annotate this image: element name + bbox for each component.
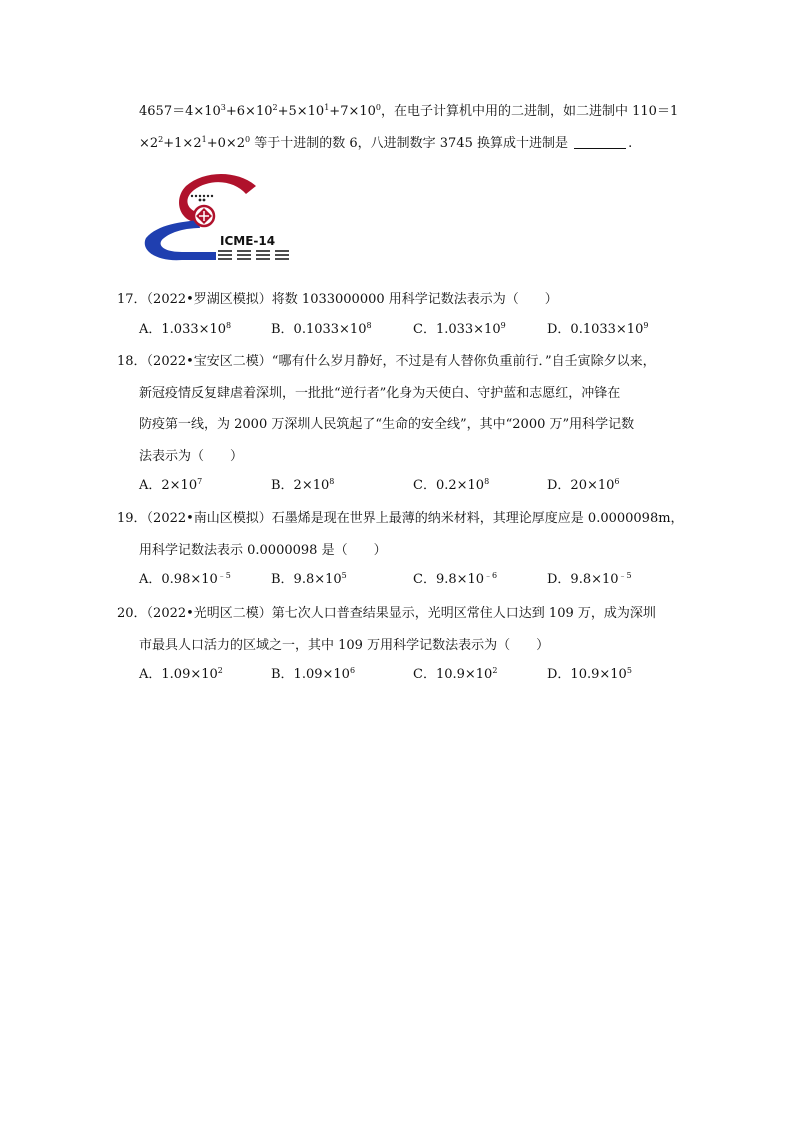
option-b (271, 321, 372, 339)
icme-14-logo (138, 172, 300, 262)
option-c (413, 666, 497, 684)
option-a (139, 321, 231, 339)
option-b (271, 571, 347, 589)
exponent: 6 (614, 477, 620, 486)
intro-text: +7×10 (329, 104, 376, 119)
intro-text: 4657＝4×10 (139, 104, 221, 119)
exponent: 6 (349, 666, 356, 675)
question-20-line: 市最具人口活力的区域之一，其中 109 万用科学记数法表示为（ ） (139, 637, 550, 653)
option-c (413, 571, 497, 589)
question-18-line: 18．（2022•宝安区二模）“哪有什么岁月静好，不过是有人替你负重前行．”自壬寅除夕以来， (117, 354, 656, 369)
exponent: 1 (324, 103, 330, 112)
question-19-line: 用科学记数法表示 0.0000098 是（ ） (139, 542, 387, 558)
exponent: 8 (366, 320, 372, 330)
intro-line-2 (139, 135, 632, 153)
intro-text: 等于十进制的数 6，八进制数字 3745 换算成十进制是 (250, 136, 573, 151)
option-text: D．9.8×10 (547, 572, 619, 587)
option-b (271, 666, 355, 684)
question-18-line: 防疫第一线，为 2000 万深圳人民筑起了“生命的安全线”，其中“2000 万”用科学记数 (139, 417, 635, 432)
question-17-line: 17．（2022•罗湖区模拟）将数 1033000000 用科学记数法表示为（ ） (117, 292, 558, 307)
exponent: 2 (217, 666, 223, 675)
option-c (413, 477, 489, 495)
logo-text: ICME-14 (220, 234, 276, 248)
exponent: 7 (197, 477, 203, 486)
question-18-line: 新冠疫情反复肆虐着深圳，一批批“逆行者”化身为天使白、守护蓝和志愿红，冲锋在 (139, 385, 621, 401)
intro-text: +6×10 (225, 104, 273, 119)
exponent: 2 (492, 666, 498, 675)
option-text: B．0.1033×10 (271, 321, 367, 337)
logo-dots (191, 195, 213, 202)
option-text: B．2×10 (271, 478, 330, 493)
exponent: 1 (201, 135, 207, 144)
option-text: A．1.09×10 (139, 667, 218, 682)
intro-text: ，在电子计算机中用的二进制，如二进制中 110＝1 (381, 104, 679, 119)
option-text: A．1.033×10 (139, 321, 227, 337)
exponent: 5 (341, 571, 347, 580)
option-text: C．9.8×10 (413, 572, 485, 587)
exponent: 3 (220, 103, 226, 112)
option-text: D．10.9×10 (547, 667, 627, 682)
option-text: D．0.1033×10 (547, 321, 644, 337)
exponent: 9 (643, 320, 649, 330)
option-text: C．0.2×10 (413, 478, 485, 493)
exponent: 2 (158, 135, 164, 144)
intro-line-1 (139, 103, 678, 121)
exponent: ﹣5 (618, 571, 632, 580)
option-a (139, 571, 231, 589)
intro-text: . (628, 136, 633, 151)
option-d (547, 477, 620, 495)
exponent: 0 (245, 135, 251, 144)
question-19-line: 19．（2022•南山区模拟）石墨烯是现在世界上最薄的纳米材料，其理论厚度应是 0.0000098m， (117, 511, 684, 526)
option-d (547, 321, 648, 339)
exponent: 8 (226, 320, 232, 330)
question-20-line: 20．（2022•光明区二模）第七次人口普查结果显示，光明区常住人口达到 109 万，成为深圳 (117, 606, 656, 621)
exponent: 9 (500, 320, 506, 330)
option-b (271, 477, 334, 495)
intro-text: +0×2 (206, 136, 246, 151)
option-text: B．9.8×10 (271, 572, 342, 587)
logo-bars (218, 251, 289, 259)
option-text: C．10.9×10 (413, 667, 493, 682)
option-c (413, 321, 506, 339)
option-a (139, 477, 202, 495)
exponent: 2 (272, 103, 278, 112)
answer-blank (574, 136, 626, 149)
option-a (139, 666, 223, 684)
exponent: 8 (329, 477, 335, 486)
question-18-line: 法表示为（ ） (139, 448, 244, 464)
option-text: A．2×10 (139, 478, 198, 493)
exponent: 0 (375, 103, 381, 112)
logo-red-arc (179, 174, 256, 222)
intro-text: +5×10 (277, 104, 325, 119)
intro-text: +1×2 (163, 136, 202, 151)
exponent: ﹣5 (217, 571, 231, 580)
exponent: 5 (626, 666, 632, 675)
option-text: A．0.98×10 (139, 572, 218, 587)
intro-text: ×2 (139, 136, 159, 151)
exponent: ﹣6 (484, 571, 498, 580)
option-d (547, 571, 632, 589)
exponent: 8 (484, 477, 490, 486)
option-text: D．20×10 (547, 478, 615, 493)
option-text: C．1.033×10 (413, 321, 501, 337)
option-text: B．1.09×10 (271, 667, 350, 682)
option-d (547, 666, 632, 684)
